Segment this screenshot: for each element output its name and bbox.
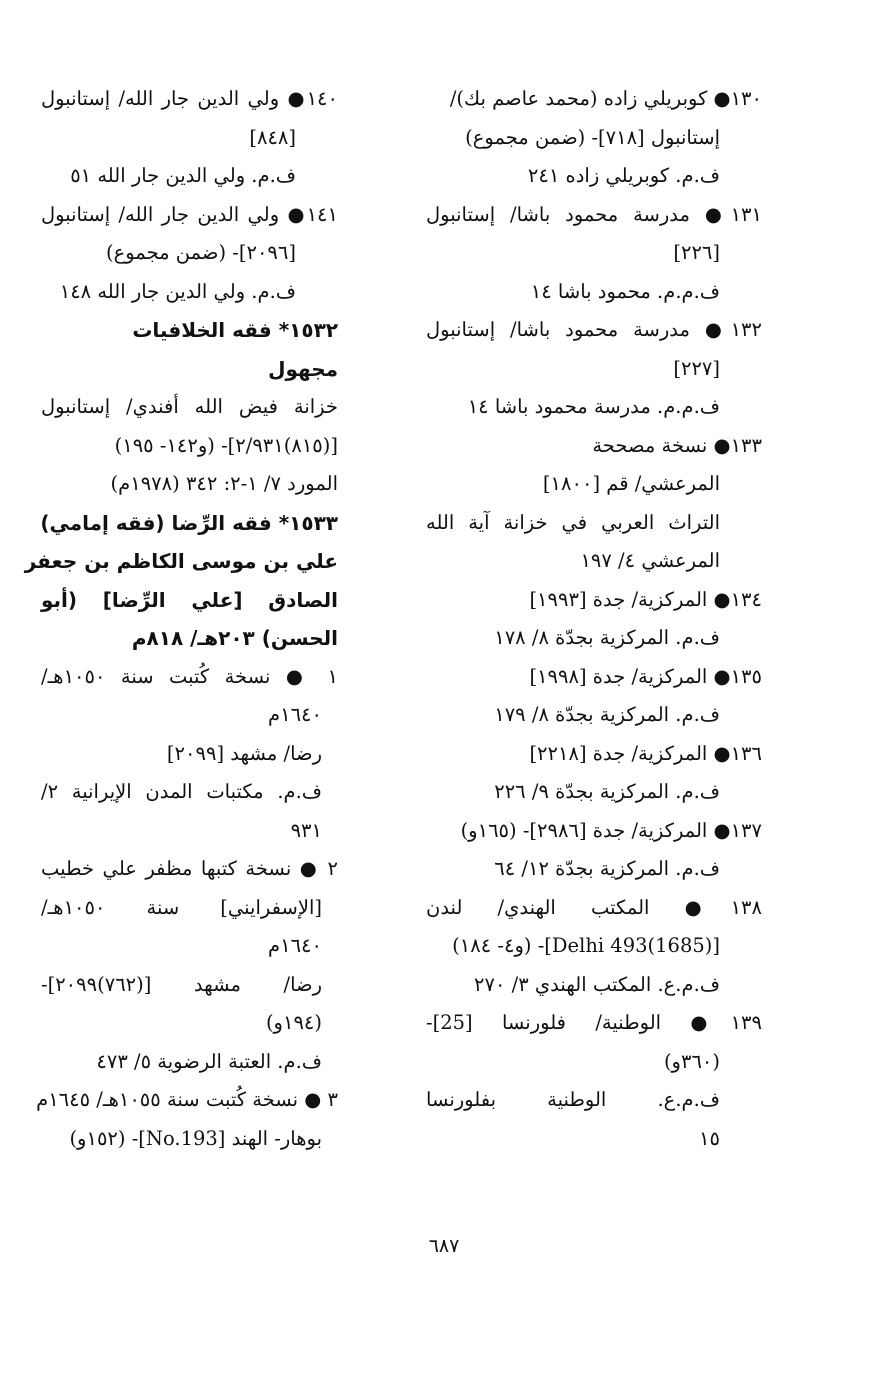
left-column — [24, 80, 338, 1158]
text-line: ٢ ● نسخة كتبها مظفر علي خطيب — [41, 857, 338, 880]
text-line: بوهار- الهند [No.193]- (١٥٢و) — [69, 1126, 322, 1150]
text-line: (٣٦٠و) — [663, 1049, 720, 1073]
text-line: ف.م. ولي الدين جار الله ٥١ — [70, 164, 296, 187]
text-line: ١٦٤٠م — [268, 703, 322, 726]
text-line: ١٤١● ولي الدين جار الله/ إستانبول — [41, 202, 338, 226]
text-line: [٨٤٨] — [249, 125, 296, 149]
text-line: ف.م. المركزية بجدّة ٨/ ١٧٩ — [494, 703, 720, 726]
text-line: ٩٣١ — [290, 818, 322, 842]
text-line: ٣ ● نسخة كُتبت سنة ١٠٥٥هـ/ ١٦٤٥م — [36, 1088, 338, 1111]
page-number: ٦٨٧ — [428, 1235, 460, 1257]
text-line: المورد ٧/ ١-٢: ٣٤٢ (١٩٧٨م) — [110, 472, 338, 495]
text-line: الحسن) ٢٠٣هـ/ ٨١٨م — [131, 626, 338, 650]
text-line: ١٥٣٢* فقه الخلافيات — [132, 318, 338, 342]
text-line: ١٤٠● ولي الدين جار الله/ إستانبول — [41, 87, 338, 110]
text-line: [٢٠٩٦]- (ضمن مجموع) — [105, 241, 296, 264]
text-line: [٢٢٦] — [673, 241, 720, 264]
text-line: ف.م.م. محمود باشا ١٤ — [530, 279, 720, 303]
text-line: رضا/ مشهد [٢٠٩٩] — [166, 741, 322, 765]
text-line: ١٣٤● المركزية/ جدة [١٩٩٣] — [529, 587, 762, 611]
text-line: ف.م. المركزية بجدّة ١٢/ ٦٤ — [494, 857, 720, 880]
text-line: [٢٢٧] — [673, 356, 720, 380]
text-line: خزانة فيض الله أفندي/ إستانبول — [41, 395, 338, 418]
text-line: ١٥٣٣* فقه الرِّضا (فقه إمامي) — [40, 510, 338, 535]
text-line: ١٣١● مدرسة محمود باشا/ إستانبول — [426, 202, 762, 226]
text-line: ف.م.ع. المكتب الهندي ٣/ ٢٧٠ — [474, 972, 720, 996]
text-line: ١٣٦● المركزية/ جدة [٢٢١٨] — [529, 741, 762, 765]
text-line: [(٨١٥)٢/٩٣١]- (و١٤٢- ١٩٥) — [114, 433, 338, 457]
text-line: ١٣٨● المكتب الهندي/ لندن — [426, 895, 762, 919]
text-line: ١٣٥● المركزية/ جدة [١٩٩٨] — [529, 664, 762, 688]
text-line: ف.م. ولي الدين جار الله ١٤٨ — [59, 279, 296, 303]
text-line: ١٦٤٠م — [268, 934, 322, 957]
text-line: ١٣٧● المركزية/ جدة [٢٩٨٦]- (١٦٥و) — [460, 818, 762, 842]
text-line: مجهول — [268, 356, 338, 381]
right-column — [426, 80, 762, 1158]
text-line: ف.م. المركزية بجدّة ٨/ ١٧٨ — [494, 626, 720, 649]
text-line: رضا/ مشهد [(٧٦٢)٢٠٩٩]- — [41, 972, 322, 996]
text-line: المرعشي/ قم [١٨٠٠] — [542, 472, 720, 495]
text-line: ف.م. المركزية بجدّة ٩/ ٢٢٦ — [494, 780, 720, 803]
text-line: ف.م. كوبريلي زاده ٢٤١ — [527, 164, 720, 187]
text-line: المرعشي ٤/ ١٩٧ — [580, 549, 720, 572]
text-line: [(1685)Delhi 493]- (و٤- ١٨٤) — [452, 934, 720, 957]
text-line: الصادق [علي الرِّضا] (أبو — [41, 587, 338, 612]
text-line: ١٣٠● كوبريلي زاده (محمد عاصم بك)/ — [449, 87, 762, 110]
text-line: التراث العربي في خزانة آية الله — [426, 510, 720, 534]
text-line: (١٩٤و) — [265, 1011, 322, 1034]
text-line: ١٣٩● الوطنية/ فلورنسا [25]- — [426, 1011, 762, 1034]
text-line: ١٣٢● مدرسة محمود باشا/ إستانبول — [426, 318, 762, 341]
text-line: ١ ● نسخة كُتبت سنة ١٠٥٠هـ/ — [41, 664, 338, 688]
text-line: ف.م.ع. الوطنية بفلورنسا — [426, 1088, 720, 1111]
text-line: ١٣٣● نسخة مصححة — [592, 433, 762, 457]
text-line: إستانبول [٧١٨]- (ضمن مجموع) — [465, 125, 720, 149]
text-line: ف.م.م. مدرسة محمود باشا ١٤ — [467, 395, 720, 418]
text-line: ف.م. العتبة الرضوية ٥/ ٤٧٣ — [96, 1049, 322, 1073]
text-line: ف.م. مكتبات المدن الإيرانية ٢/ — [41, 780, 322, 803]
text-line: [الإسفرايني] سنة ١٠٥٠هـ/ — [41, 895, 322, 919]
text-line: ١٥ — [699, 1126, 720, 1150]
text-line: علي بن موسى الكاظم بن جعفر — [24, 549, 338, 573]
